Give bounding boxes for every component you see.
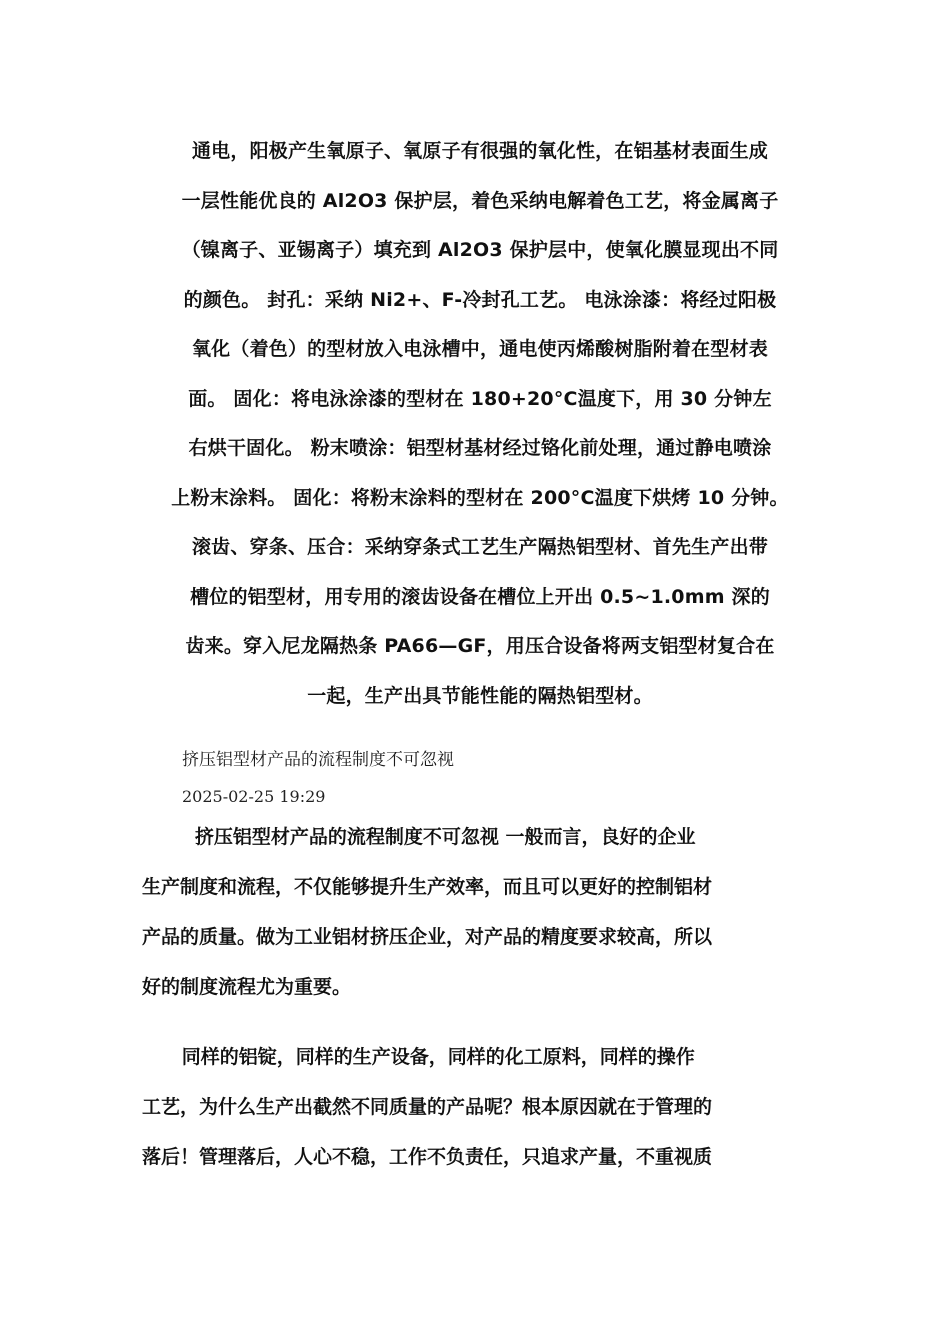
paragraph-line: 同样的铝锭，同样的生产设备，同样的化工原料，同样的操作	[142, 1046, 695, 1068]
intro-line: 上粉末涂料。 固化：将粉末涂料的型材在 200°C温度下烘烤 10 分钟。	[171, 486, 789, 509]
intro-line: 通电，阳极产生氧原子、氧原子有很强的氧化性，在铝基材表面生成	[191, 140, 768, 162]
article-timestamp: 2025-02-25 19:29	[182, 787, 326, 806]
paragraph-line: 好的制度流程尤为重要。	[142, 976, 352, 998]
intro-line: 右烘干固化。 粉末喷涂：铝型材基材经过铬化前处理，通过静电喷涂	[188, 437, 772, 459]
intro-line: 一层性能优良的 Al2O3 保护层，着色采纳电解着色工艺，将金属离子	[181, 189, 779, 212]
article-paragraph-2	[142, 1040, 822, 1190]
intro-line: 面。 固化：将电泳涂漆的型材在 180+20°C温度下，用 30 分钟左	[188, 387, 772, 410]
intro-line: 氧化（着色）的型材放入电泳槽中，通电使丙烯酸树脂附着在型材表	[191, 338, 768, 360]
article-paragraph-1	[142, 820, 822, 1020]
intro-line: 齿来。穿入尼龙隔热条 PA66—GF，用压合设备将两支铝型材复合在	[185, 635, 775, 657]
intro-line: 的颜色。 封孔：采纳 Ni2+、F-冷封孔工艺。 电泳涂漆：将经过阳极	[183, 288, 777, 311]
paragraph-line: 落后！管理落后，人心不稳，工作不负责任，只追求产量，不重视质	[142, 1146, 713, 1168]
paragraph-line: 工艺，为什么生产出截然不同质量的产品呢？根本原因就在于管理的	[142, 1096, 713, 1118]
paragraph-line: 挤压铝型材产品的流程制度不可忽视 一般而言，良好的企业	[142, 826, 696, 848]
paragraph-line: 产品的质量。做为工业铝材挤压企业，对产品的精度要求较高，所以	[142, 926, 713, 948]
article-title: 挤压铝型材产品的流程制度不可忽视	[182, 750, 454, 770]
intro-line: 滚齿、穿条、压合：采纳穿条式工艺生产隔热铝型材、首先生产出带	[191, 536, 768, 558]
intro-line: 一起，生产出具节能性能的隔热铝型材。	[307, 684, 653, 707]
intro-line: （镍离子、亚锡离子）填充到 Al2O3 保护层中，使氧化膜显现出不同	[181, 239, 779, 261]
intro-text-block	[140, 135, 820, 729]
paragraph-line: 生产制度和流程，不仅能够提升生产效率，而且可以更好的控制铝材	[142, 876, 713, 898]
intro-line: 槽位的铝型材，用专用的滚齿设备在槽位上开出 0.5~1.0mm 深的	[190, 585, 770, 608]
